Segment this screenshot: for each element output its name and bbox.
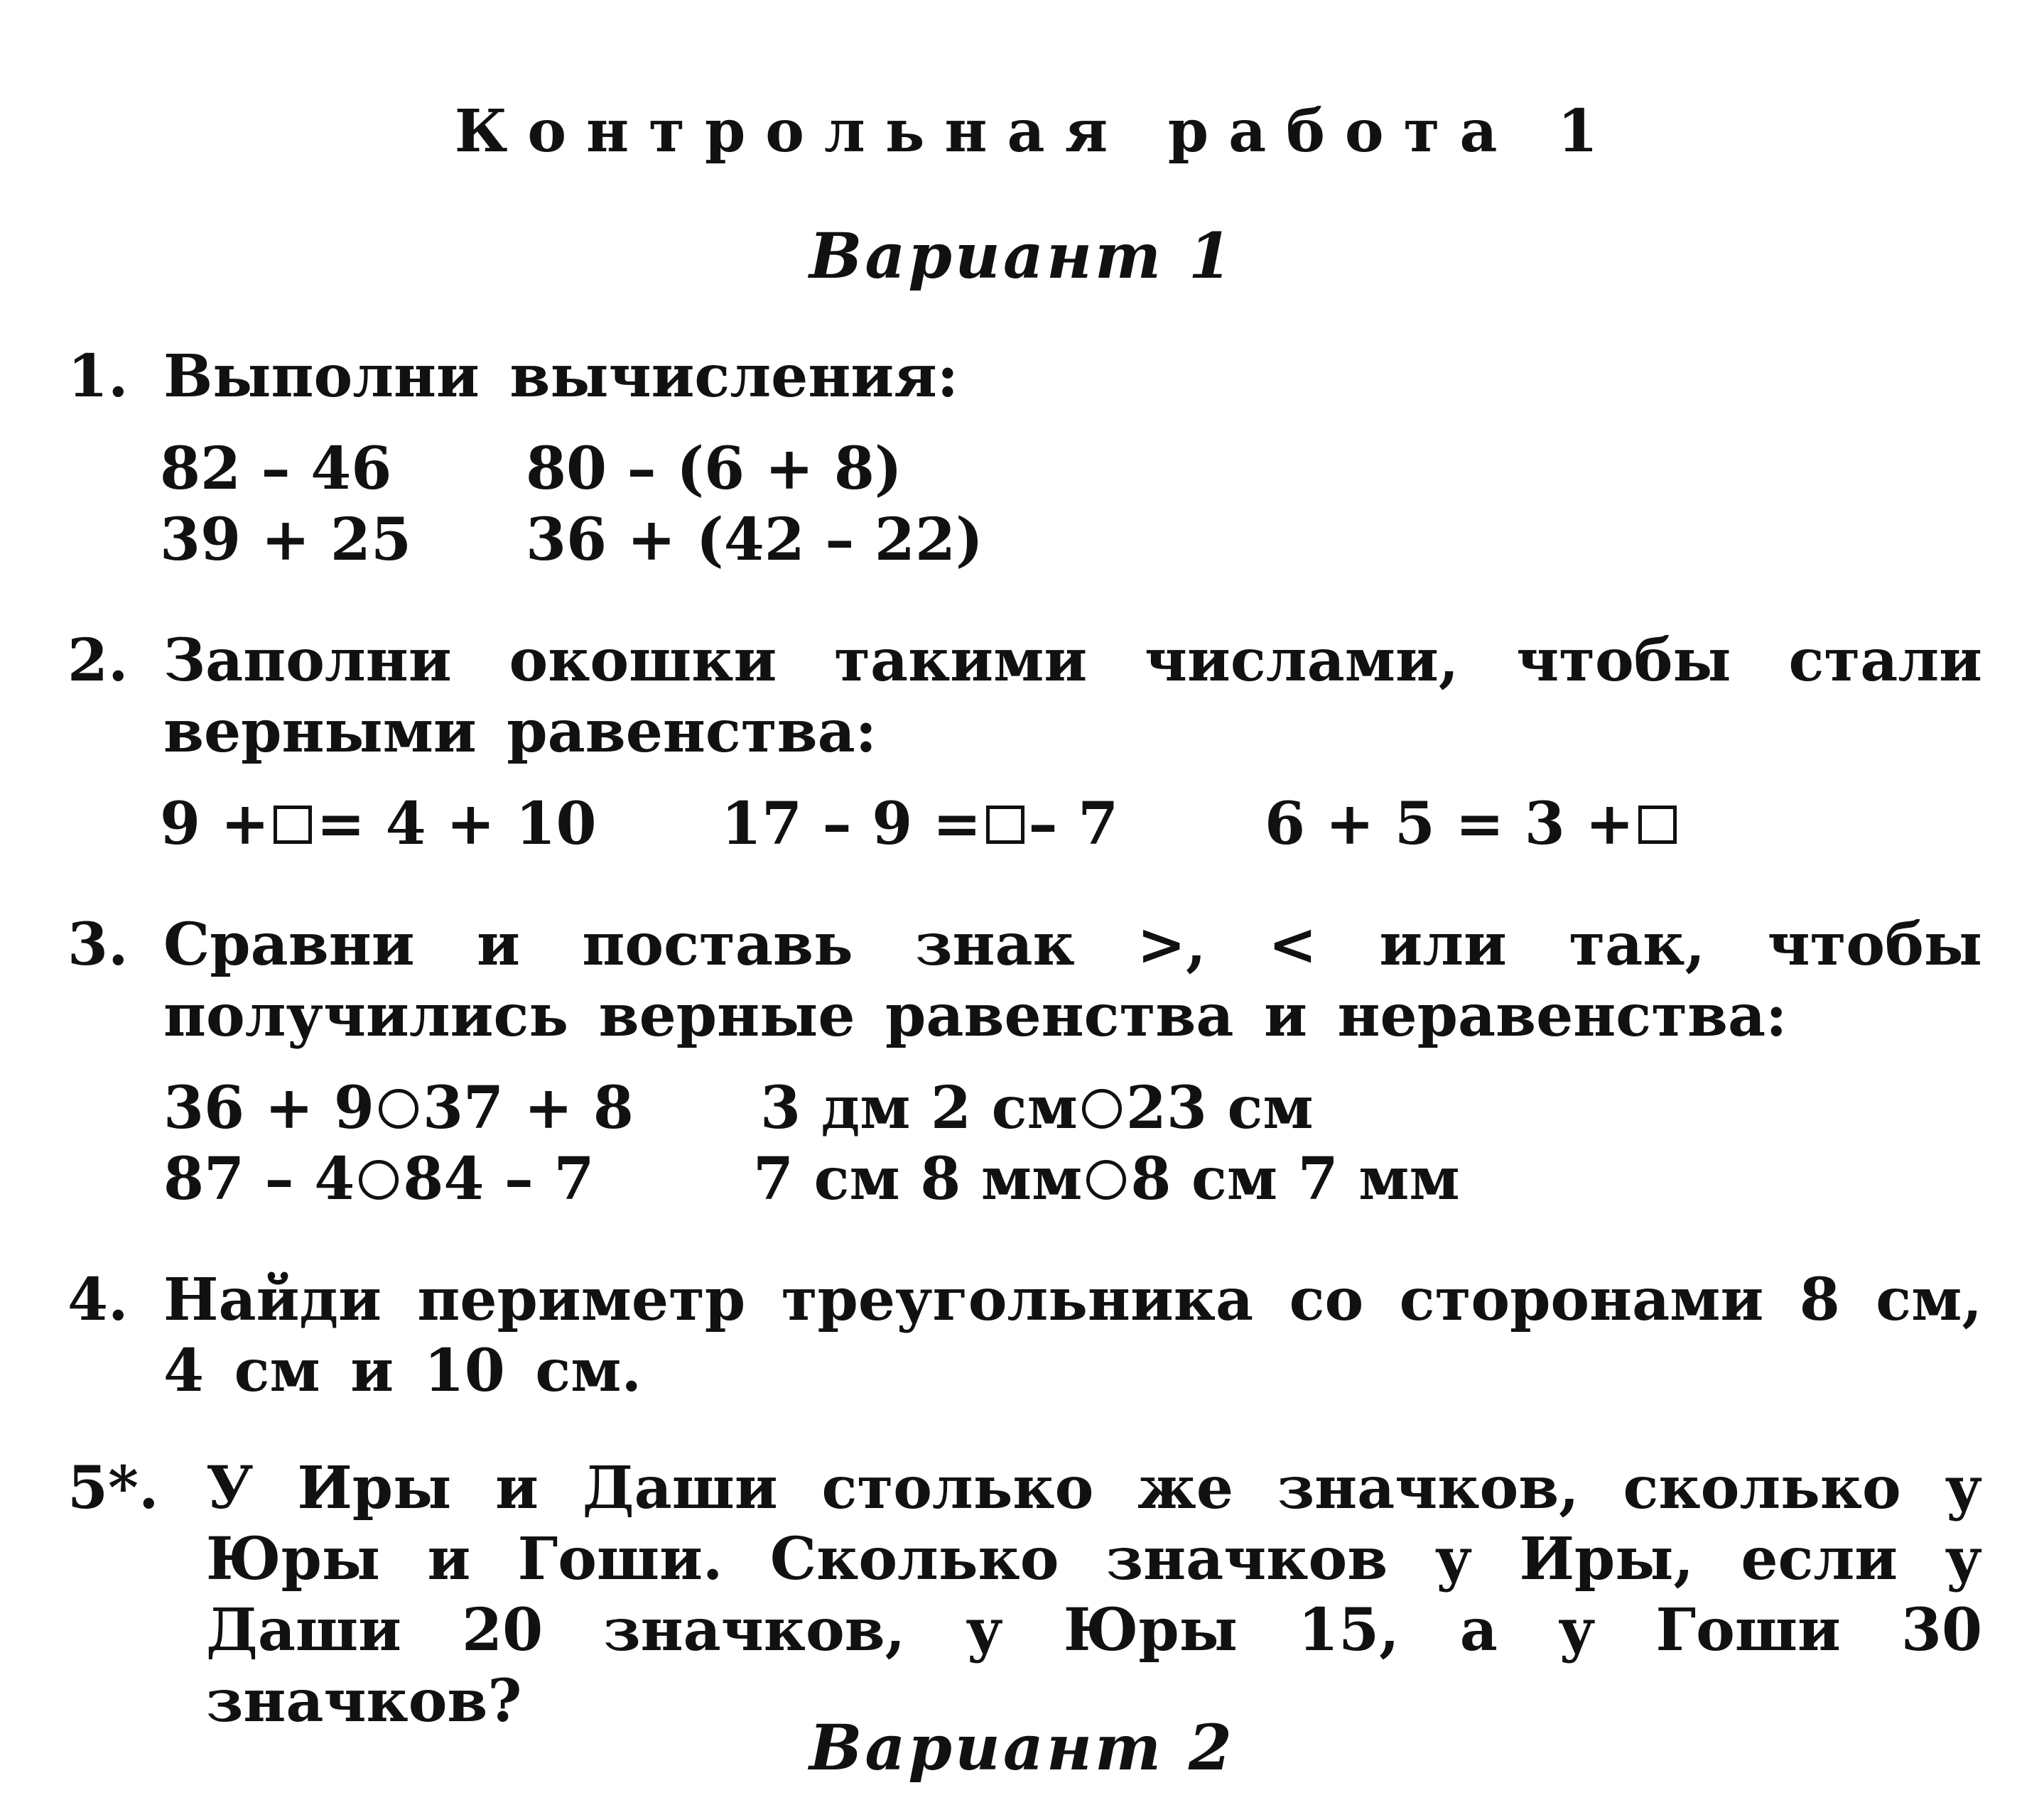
comparison-right: 37 + 8 [422,1074,634,1142]
comparison [163,1073,634,1144]
answer-box[interactable] [1638,806,1677,844]
equation-left: 17 – 9 = [721,790,982,858]
comparison-left: 7 см 8 мм [753,1145,1083,1213]
comparison-left: 87 – 4 [163,1145,355,1213]
comparison [753,1144,1460,1215]
expression: 36 + (42 – 22) [526,506,983,574]
compare-circle[interactable] [379,1089,418,1129]
compare-circle[interactable] [359,1160,399,1200]
comparison-right: 23 см [1125,1074,1314,1142]
page-title: Контрольная работа 1 [454,97,1618,166]
equation [721,788,1118,859]
comparison-right: 8 см 7 мм [1130,1145,1460,1213]
task-text: Заполни окошки такими числами, чтобы стали верными равенства: [163,627,1982,766]
task-number: 4. [67,1266,129,1334]
answer-box[interactable] [274,806,312,844]
compare-circle[interactable] [1082,1089,1122,1129]
task-number: 3. [67,911,129,979]
equation-right: – 7 [1028,790,1119,858]
equation [1265,788,1681,859]
comparison [163,1144,595,1215]
variant-1-heading: Вариант 1 [809,219,1235,293]
task-number: 1. [67,342,129,411]
comparison-left: 3 дм 2 см [760,1074,1078,1142]
answer-box[interactable] [986,806,1024,844]
equation-right: = 4 + 10 [316,790,597,858]
expression: 82 – 46 [160,435,392,503]
compare-circle[interactable] [1086,1160,1126,1200]
expression: 39 + 25 [160,506,412,574]
variant-2-heading: Вариант 2 [809,1710,1235,1784]
task-text: Выполни вычисления: [163,342,959,411]
equation [160,788,597,859]
task-number: 2. [67,627,129,695]
comparison [760,1073,1314,1144]
task-number: 5*. [67,1454,159,1522]
task-text: У Иры и Даши столько же значков, сколько у Юры и Гоши. Сколько значков у Иры, если у Даши 20 значков, у Юры 15, а у Гоши 30 значков? [206,1454,1982,1735]
comparison-right: 84 – 7 [403,1145,595,1213]
expression: 80 – (6 + 8) [526,435,902,503]
comparison-left: 36 + 9 [163,1074,374,1142]
task-text: Сравни и поставь знак >, < или так, чтобы получились верные равенства и неравенства: [163,911,1982,1050]
equation-left: 6 + 5 = 3 + [1265,790,1635,858]
task-text: Найди периметр треугольника со сторонами 8 см, 4 см и 10 см. [163,1266,1982,1405]
equation-left: 9 + [160,790,270,858]
